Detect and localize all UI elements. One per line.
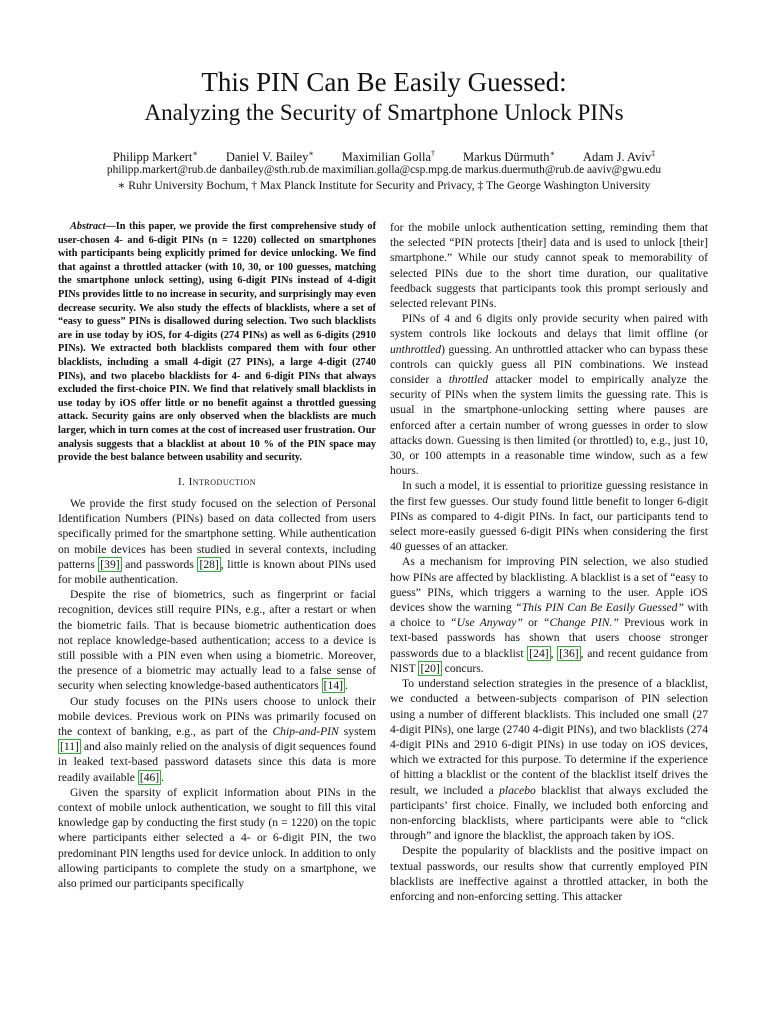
intro-paragraph-2: Despite the rise of biometrics, such as fingerprint or facial recognition, devices still require PINs, e.g., after a restart or when the biometric fails. That is because biometric authentication does not replace knowledge-based authentication; access to a device is still possible with a PIN even when using a biometric. Moreover, the presence of a biometric may actually lead to a false sense of security when selecting knowledge-based authenticators [14] . xyxy=(58,588,376,693)
section-heading-introduction: I. Introduction xyxy=(177,475,257,488)
citation-link[interactable]: [14] xyxy=(323,679,343,693)
abstract: Abstract—In this paper, we provide the first comprehensive study of user-chosen 4- and 6-digit PINs (n = 1220) collected on smartphones with participants being explicitly primed for device unlocking. We find that against a throttled attacker (with 10, 30, or 100 guesses, matching the smartphone unlock setting), using 6-digit PINs instead of 4-digit PINs provides little to no increase in security, and surprisingly may even decrease security. We also study the effects of blacklists, where a set of “easy to guess” PINs is disallowed during selection. Two such blacklists are in use today by iOS, for 4-digits (274 PINs) as well as 6-digits (2910 PINs). We extracted both blacklists compared them with four other blacklists, including a small 4-digit (27 PINs), a large 4-digit (2740 PINs), and two placebo blacklists for 4- and 6-digit PINs that always excluded the first-choice PIN. We find that relatively small blacklists in use today by iOS offer little or no benefit against a throttled guessing attack. Security gains are only observed when the blacklists are much larger, which in turn comes at the cost of increased user frustration. Our analysis suggests that a blacklist at about 10 % of the PIN space may provide the best balance between usability and security. xyxy=(58,221,376,464)
citation-link[interactable]: [46] xyxy=(139,770,160,784)
author-2: Daniel V. Bailey∗ xyxy=(225,149,314,165)
author-emails: philipp.markert@rub.de danbailey@sth.rub.de maximilian.golla@csp.mpg.de markus.duermuth@rub.de aaviv@gwu.edu xyxy=(106,164,662,176)
author-1: Philipp Markert∗ xyxy=(112,149,198,165)
intro-paragraph-8: To understand selection strategies in the presence of a blacklist, we conducted a between-subjects comparison of PIN selection using a number of different blacklists. This included one small (27 4-digit PINs), one large (2740 4-digit PINs), and two blacklists (274 4-digit PINs and 2910 6-digit PINs) in use today on iOS devices, which we extracted for this purpose. To determine if the experience of hitting a blacklist or the content of the blacklist itself drives the result, we included a placebo blacklist that always excluded the participants’ first choice. Finally, we included both enforcing and non-enforcing blacklists, where participants were able to “click through” and ignore the blacklist, the approach taken by iOS. xyxy=(390,677,708,843)
citation-link[interactable]: [39] xyxy=(100,557,120,571)
right-column xyxy=(390,220,708,904)
intro-paragraph-7: As a mechanism for improving PIN selection, we also studied how PINs are affected by blacklisting. A blacklist is a set of “easy to guess” PINs, which triggers a warning to the user. Apple iOS devices show the warning “This PIN Can Be Easily Guessed” with a choice to “Use Anyway” or “Change PIN.” Previous work in text-based passwords has shown that users choose stronger passwords due to a blacklist [24] , [36] , and recent guidance from NIST [20] concurs. xyxy=(390,555,709,675)
citation-link[interactable]: [11] xyxy=(60,740,79,754)
citation-link[interactable]: [24] xyxy=(529,646,549,660)
author-5: Adam J. Aviv‡ xyxy=(582,149,656,165)
left-column xyxy=(58,220,376,891)
paper-title: This PIN Can Be Easily Guessed: xyxy=(201,67,567,97)
citation-link[interactable]: [36] xyxy=(559,646,579,660)
paper-subtitle: Analyzing the Security of Smartphone Unlock PINs xyxy=(144,100,624,125)
intro-paragraph-5: PINs of 4 and 6 digits only provide security when paired with system controls like lockouts and delays that limit offline (or unthrottled) guessing. An unthrottled attacker who can bypass these controls can quickly guess all PIN combinations. We instead consider a throttled attacker model to empirically analyze the security of PINs when the system limits the guessing rate. This is usual in the smartphone-unlocking setting where pauses are enforced after a certain number of wrong guesses in order to slow attacks down. Guessing is then limited (or throttled) to, e.g., just 10, 30, or 100 attempts in a reasonable time window, such as a few hours. xyxy=(390,312,708,478)
intro-paragraph-4-cont: for the mobile unlock authentication setting, reminding them that the selected “PIN protects [their] data and is used to unlock [their] smartphone.” While our study cannot speak to memorability of selected PINs due to the short time duration, our qualitative feedback suggests that participants took this prompt seriously and selected relevant PINs. xyxy=(390,221,708,311)
intro-paragraph-9: Despite the popularity of blacklists and the positive impact on textual passwords, our results show that currently employed PIN blacklists are ineffective against a throttled attacker, in both the enforcing and non-enforcing setting. This attacker xyxy=(390,844,708,903)
citation-link[interactable]: [20] xyxy=(420,661,440,675)
author-3: Maximilian Golla† xyxy=(341,149,436,165)
author-4: Markus Dürmuth∗ xyxy=(463,149,555,165)
intro-paragraph-4: Given the sparsity of explicit information about PINs in the context of mobile unlock authentication, we sought to fill this vital knowledge gap by conducting the first study (n = 1220) on the topic where participants either selected a 4- or 6-digit PIN, the two predominant PIN lengths used for device unlock. In addition to only allowing participants to complete the study on a smartphone, we also primed our participants specifically xyxy=(58,785,376,890)
intro-paragraph-6: In such a model, it is essential to prioritize guessing resistance in the first few guesses. Our study found little benefit to longer 6-digit PINs as compared to 4-digit PINs. In fact, our participants tend to select more-easily guessed 6-digit PINs when considering the first 40 guesses of an attacker. xyxy=(390,479,708,554)
citation-link[interactable]: [28] xyxy=(199,557,219,571)
intro-paragraph-1: We provide the first study focused on the selection of Personal Identification Numbers (PINs) based on data collected from users specifically primed for the smartphone setting. While authentication on mobile devices has been studied in several contexts, including patterns [39] and passwords [28] , little is known about PINs used for mobile authentication. xyxy=(58,496,376,586)
intro-paragraph-3: Our study focuses on the PINs users choose to unlock their mobile devices. Previous work on PINs was primarily focused on the context of banking, e.g., as part of the Chip-and-PIN system [11] and also mainly relied on the analysis of digit sequences found in leaked text-based password datasets since this data is more readily available [46] . xyxy=(58,694,376,784)
author-affiliations: ∗ Ruhr University Bochum, † Max Planck Institute for Security and Privacy, ‡ The George Washington University xyxy=(117,179,651,192)
